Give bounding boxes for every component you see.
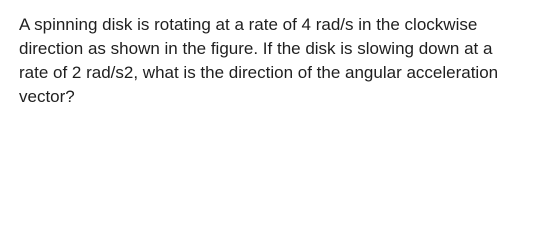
question-line: A spinning disk is rotating at a rate of 4 rad/s in the clockwise — [19, 15, 478, 34]
question-line: rate of 2 rad/s2, what is the direction of the angular acceleration — [19, 63, 499, 82]
question-line: vector? — [19, 87, 75, 106]
question-text — [19, 13, 549, 109]
question-line: direction as shown in the figure. If the disk is slowing down at a — [19, 39, 493, 58]
